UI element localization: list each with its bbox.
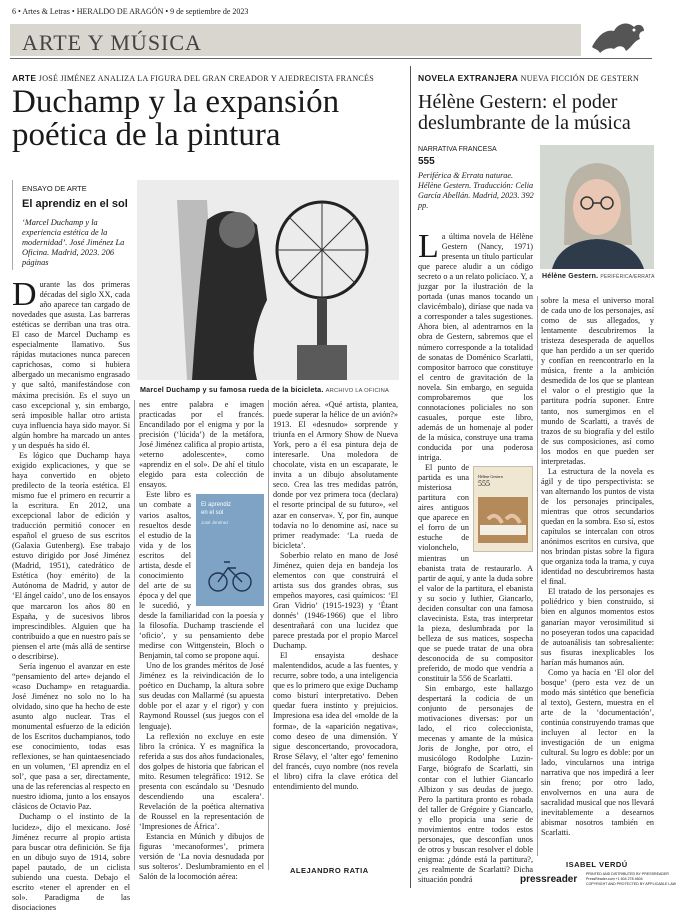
section-title: ARTE Y MÚSICA — [22, 30, 202, 55]
right-headline: Hélène Gestern: el poder deslumbrante de la música — [418, 91, 631, 134]
right-colA-p3: Sin embargo, este hallazgo despertará la codicia de un conjunto de personajes de motivaciones diversas: por un lado, el rico coleccionista, mecenas y amante de la música Joris de Jonghe, por otro, el musicólogo Rodolphe Luzin-Farge, biógrafo de Scarlatti, sin contar con el luthier Giancarlo Albizon y sus deudas de juego. Pero la partitura pronto es robada del taller de Grégoire y Giancarlo, y ello propicia una serie de movimientos entre todos estos personajes, que desconfían unos de otros y buscan resolver el doble enigma: ¿dónde está la partitura?, ¿es realmente de Scarlatti? Dicha situación pondrá — [418, 684, 533, 884]
portrait-credit: PERIFÉRICA/ERRATA — [600, 274, 655, 280]
right-col-a — [418, 228, 533, 885]
right-book-author: Hélène Gestern — [478, 474, 503, 480]
right-byline: ISABEL VERDÚ — [566, 860, 628, 869]
left-col1-p2: Es lógico que Duchamp haya exigido explicaciones, y que se haya convertido en objeto predilecto de la teoría estética. El mismo fue el primero en recurrir a la escritura. En 2012, una excepcional labor de edición y traducción permitió conocer en español el grueso de sus escritos (Galaxia Gutenberg). Ese trabajo estuvo dirigido por José Jiménez (Madrid, 1951), catedrático de Estética (hoy emérito) de la Autónoma de Madrid, y autor de ‘El ángel caído’, uno de los ensayos que marcaron los años 80 en España, y de sucesivos libros imprescindibles. Alguien que ha contribuido a que en nuestro país se piensen el arte (más allá de sentirse o describirse). — [12, 450, 131, 661]
right-book-title: 555 — [478, 479, 490, 489]
pressreader-footer — [520, 872, 676, 890]
left-book-title2: en el sol — [201, 510, 224, 517]
lion-logo — [588, 17, 648, 57]
pressreader-line2: PressReader.com +1 604 278 4604 — [586, 877, 643, 881]
right-colA-p1: La última novela de Hélène Gestern (Nancy, 1971) presenta un título particular que parece aludir a un código secreto o a un relato policíaco. Y, a juzgar por la ilustración de la portada (unas manos tocando un clavicémbalo), diríase que nada va a corresponder a tales sugestiones. Ahora bien, al adentrarnos en la obra de Gestern, sabremos que el número corresponde a la totalidad de sonatas de Doménico Scarlatti, compositor barroco que constituye el centro de gravitación de la novela. Sin embargo, en seguida comprobaremos que los connotaciones policiales no son casuales, porque este libro, además de un homenaje al poder de la música, construye una trama conducida por una poderosa intriga. — [418, 228, 533, 463]
folio: 6 • Artes & Letras • HERALDO DE ARAGÓN • 9 de septiembre de 2023 — [12, 7, 249, 16]
portrait-caption — [542, 271, 658, 280]
left-col2-p2: Este libro es un combate a varios asaltos, resueltos desde el estudio de la vida y de los escritos del artista, desde el conocimiento del arte de su época y del que le sucedió, y desde la familiaridad con la poesía y la filosofía. Duchamp trasciende el ‘oficio’, y su pensamiento debe medirse con Wittgenstein, Bloch o Benjamin, tal como se propone aquí. — [139, 490, 264, 661]
left-headline: Duchamp y la expansión poética de la pintura — [12, 84, 340, 153]
left-col1-p4: Duchamp o el instinto de la lucidez», dijo el mexicano. José Jiménez recurre al propio artista para buscar otra definición. Se fija en un dibujo suyo de 1914, sobre papel pautado, de un ciclista subiendo una cuesta. Debajo el escrito «tener el aprender en el sol». Paradigma de las disociaciones — [12, 812, 130, 912]
left-kicker-tag: ARTE — [12, 73, 37, 83]
left-book-author: José Jiménez — [201, 520, 229, 526]
right-kicker — [418, 73, 658, 83]
left-book-title1: El aprendiz — [201, 502, 232, 509]
duchamp-photo — [137, 180, 399, 380]
left-kicker — [12, 73, 407, 83]
left-col3-p2: Soberbio relato en mano de José Jiménez, quien deja en bandeja los elementos con que construirá el artista sus dos grandes obras, sus empeños mayores, casi químicos: ‘El Gran Vidrio’ (1915-1923) y ‘Étant donnés’ (1946-1966) que el libro desentrañará con una lucidez que parece prestada por el propio Marcel Duchamp. — [273, 550, 398, 651]
left-col3-p1: moción aérea. «Qué artista, plantea, puede superar la hélice de un avión?» 1913. El «desnudo» sorprende y triunfa en el Armory Show de Nueva York, pero a él esa pintura deja de interesarle. Una moledora de chocolate, vista en un escaparate, le invita a un dibujo absolutamente seco. Crea las tres medidas patrón, donde por vez primera toca (declara) el resorte principal de su futuro», «el azar en conserva». Y, por fin, aunque todavía no lo denomine así, nace su primer readymade: ‘La rueda de bicicleta’. — [273, 400, 398, 550]
gestern-portrait — [540, 145, 654, 269]
right-kicker-text: NUEVA FICCIÓN DE GESTERN — [520, 74, 640, 83]
left-col2-p5: Estancia en Múnich y dibujos de figuras ‘mecanoformes’, primera versión de ‘La novia desnudada por sus solteros’. Deslumbramiento en el Salón de la locomoción aérea: — [139, 832, 264, 882]
right-book-cover — [473, 466, 533, 552]
photo-credit: ARCHIVO LA OFICINA — [325, 388, 390, 394]
left-kicker-text: JOSÉ JIMÉNEZ ANALIZA LA FIGURA DEL GRAN CREADOR Y AJEDRECISTA FRANCÉS — [38, 74, 374, 83]
factbox-label: NARRATIVA FRANCESA — [418, 146, 497, 153]
photo-caption — [140, 385, 400, 394]
review-sidebar — [22, 184, 132, 268]
right-colA-p2: El punto de partida es una misteriosa partitura con aires antiguos que aparece en el forro de un estuche de violonchelo, mientras un ebanista trata de restaurarlo. A partir de aquí, y ante la duda sobre el valor de la partitura, el ebanista y su socio y luthier, Giancarlo, deciden consultar con una famosa clavecinista. Esta, tras interpretar la pieza, deslumbrada por la belleza de sus matices, sospecha que se puede tratar de una obra desconocida de su compositor preferido, de modo que vendría a constituir la 556 de Scarlatti. — [418, 463, 533, 684]
photo-caption-text: Marcel Duchamp y su famosa rueda de la bicicleta. — [140, 385, 324, 394]
left-col2-p3: Uno de los grandes méritos de José Jiménez es la reivindicación de lo poético en Duchamp, la altura sobre sus deudas con Mallarmé (su apuesta doble por el azar y el rigor) y con Raymond Roussel (sus juegos con el lenguaje). — [139, 661, 264, 731]
portrait-caption-text: Hélène Gestern. — [542, 273, 599, 280]
right-col-b — [541, 296, 654, 839]
left-col-3 — [273, 400, 398, 792]
factbox-meta: Periférica & Errata naturae. Hélène Gestern. Traducción: Celia García Abellán. Madrid, 2023. 392 pp. — [418, 171, 534, 210]
sidebar-meta: ‘Marcel Duchamp y la experiencia estética de la modernidad’. José Jiménez La Oficina. Madrid, 2023. 206 páginas — [22, 218, 125, 267]
sidebar-title: El aprendiz en el sol — [22, 198, 128, 210]
left-col-1 — [12, 276, 131, 913]
right-colB-p4: Como ya hacía en ‘El olor del bosque’ (pero esta vez de un modo más sintético que beneficia al texto), Gestern, muestra en el arte de la ‘documentación’, continúa construyendo tramas que incluyen al lector en la investigación de un enigma cultural. Su logro es doble: por un lado, vincularnos una intriga narrativa que nos impedirá a leer sin freno; por otro lado, envolvernos en una aura de sacralidad musical que nos llevará inevitablemente a desearnos abismar nosotros también en Scarlatti. — [541, 667, 654, 838]
factbox-number: 555 — [418, 156, 435, 167]
factbox — [418, 146, 538, 211]
left-book-cover — [196, 494, 264, 606]
right-colB-p3: El tratado de los personajes es poliédrico y bien construido, si bien en algunos momentos estos ganarían mayor verosimilitud si no poseyeran todos una capacidad de autoanálisis tan sobresaliente: sus fisuras inexplicables los harían más humanos aún. — [541, 587, 654, 667]
pressreader-logo: pressreader — [520, 874, 578, 885]
left-byline: ALEJANDRO RATIA — [290, 866, 369, 875]
left-col2-p4: La reflexión no excluye en este libro la crónica. Y es magnífica la referida a sus dos años fundacionales, dos golpes de historia que fabrican el mito. Resumen telegráfico: 1912. Se presenta con escándalo su ‘Desnudo descendiendo una escalera’. Revelación de la poética alternativa de Roussel en la representación de ‘Impresiones de África’. — [139, 731, 264, 831]
sidebar-label: ENSAYO DE ARTE — [22, 184, 87, 193]
right-colB-p1: sobre la mesa el universo moral de cada uno de los personajes, así como de sus allegados, y lentamente descubriremos la tristeza desesperada de aquellos que han perdido a un ser querido y confían en reencontrarlo en la música, frente a la ambición desmedida de los que se plantean el valor o el prestigio que la partitura podría suponer. Entre tanto, nos sumergimos en el mundo de Scarlatti, a través de trazos de su biografía y del estilo de sus composiciones, así como los modos en que pueden ser interpretadas. — [541, 296, 654, 466]
left-col-2 — [139, 400, 264, 882]
pressreader-line3: COPYRIGHT AND PROTECTED BY APPLICABLE LAW — [586, 882, 676, 886]
left-col3-p3: El ensayista deshace malentendidos, acude a las fuentes, y recurre, sobre todo, a una inteligencia que es lo primero que exige Duchamp como bisturí interpretativo. Deben quedar fuera instinto y prejuicios. Impresiona esa idea del «molde de la forma», de la «aparición negativa», como deseo de una dimensión. Y sigue desconcertando, provocadora, Rrose Sélavy, el ‘alter ego’ femenino del francés, cuyo nombre (nos revela el libro) cifra la clave erótica del entendimiento del mundo. — [273, 651, 398, 791]
right-kicker-tag: NOVELA EXTRANJERA — [418, 73, 519, 83]
left-col1-p3: Sería ingenuo el avanzar en este “pensamiento del arte» dejando el «caso Duchamp» en retaguardia. José Jiménez no solo no lo ha olvidado, sino que ha hecho de este asunto algo nuclear. Tras el monumental esfuerzo de la edición de los Escritos duchampianos, todo ese conocimiento, todas esas reflexiones, se han quintaesenciado en un volumen, ‘El aprendiz en el sol’, que pasa a ser, directamente, una de las referencias al respecto en nuestro idioma, junto a los ensayos clásicos de Octavio Paz. — [12, 661, 130, 812]
right-colB-p2: La estructura de la novela es ágil y de tipo perspectivista: se van alternando los puntos de vista de los personajes principales, mientras que otros secundarios quedan en la sombra. Eso sí, estos capítulos se intercalan con otros anónimos escritos en cursiva, que nos brindan pistas sobre la figura que organiza toda la trama, y cuya identidad no descubriremos hasta el final. — [541, 466, 654, 587]
pressreader-line1: PRINTED AND DISTRIBUTED BY PRESSREADER — [586, 872, 670, 876]
left-col2-p1: nes entre palabra e imagen practicadas por el francés. Encandilado por el enigma y por la precisión (‘lúcida’) de la metáfora, José Jiménez califica al propio artista, «eterno adolescente», como «aprendiz en el sol». De ahí el título elegido para esta colección de ensayos. — [139, 400, 264, 490]
left-col1-p1: Durante las dos primeras décadas del siglo XX, cada año aparece tan cargado de novedades que asusta. Las barreras estéticas se derriban una tras otra. El caso de Marcel Duchamp es especialmente llamativo. Sus rápidas mutaciones nunca parecen caprichosas, como si hubiera albergado un mecanismo engrasado y que saltó, manifestándose con máxima precisión. Es el suyo un caso excepcional y, sin embargo, será imposible hallar otro artista cuya influencia haya sido mayor. Si algún hombre ha marcado un antes y un después ha sido él. — [12, 276, 130, 450]
